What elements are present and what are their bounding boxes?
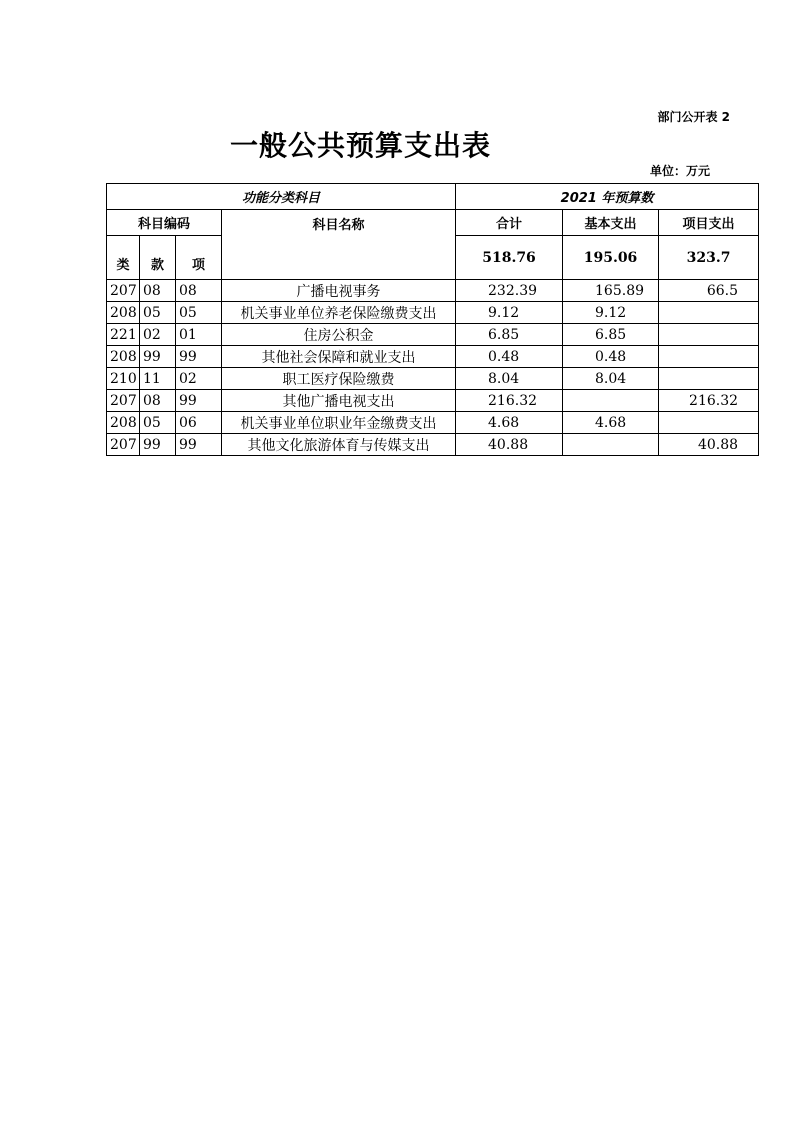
subject-name: 机关事业单位养老保险缴费支出 — [222, 302, 456, 324]
basic-value: 9.12 — [563, 302, 659, 324]
header-functional-category: 功能分类科目 — [107, 184, 456, 210]
item-code: 06 — [176, 412, 222, 434]
kuan-code: 08 — [140, 390, 176, 412]
kuan-code: 11 — [140, 368, 176, 390]
total-value: 216.32 — [456, 390, 563, 412]
subject-name: 机关事业单位职业年金缴费支出 — [222, 412, 456, 434]
total-value: 0.48 — [456, 346, 563, 368]
basic-value: 8.04 — [563, 368, 659, 390]
table-row — [107, 324, 759, 346]
total-value: 9.12 — [456, 302, 563, 324]
project-value: 40.88 — [659, 434, 759, 456]
basic-value: 4.68 — [563, 412, 659, 434]
header-class: 类 — [107, 236, 140, 280]
basic-value: 165.89 — [563, 280, 659, 302]
header-budget-year: 2021 年预算数 — [456, 184, 759, 210]
subject-name: 住房公积金 — [222, 324, 456, 346]
class-code: 207 — [107, 280, 140, 302]
total-value: 8.04 — [456, 368, 563, 390]
table-row — [107, 434, 759, 456]
item-code: 99 — [176, 390, 222, 412]
basic-value: 0.48 — [563, 346, 659, 368]
table-row — [107, 302, 759, 324]
total-value: 232.39 — [456, 280, 563, 302]
header-item: 项 — [176, 236, 222, 280]
basic-sum: 195.06 — [563, 236, 659, 280]
basic-value: 6.85 — [563, 324, 659, 346]
header-project: 项目支出 — [659, 210, 759, 236]
project-value — [659, 368, 759, 390]
class-code: 208 — [107, 346, 140, 368]
header-kuan: 款 — [140, 236, 176, 280]
project-value — [659, 302, 759, 324]
subject-name: 职工医疗保险缴费 — [222, 368, 456, 390]
kuan-code: 08 — [140, 280, 176, 302]
unit-label: 单位：万元 — [649, 164, 710, 178]
budget-table — [106, 183, 759, 456]
item-code: 02 — [176, 368, 222, 390]
table-row — [107, 390, 759, 412]
subject-name: 其他广播电视支出 — [222, 390, 456, 412]
project-value: 66.5 — [659, 280, 759, 302]
table-row — [107, 368, 759, 390]
subject-name: 其他文化旅游体育与传媒支出 — [222, 434, 456, 456]
header-basic: 基本支出 — [563, 210, 659, 236]
basic-value — [563, 390, 659, 412]
header-subject-code: 科目编码 — [107, 210, 222, 236]
item-code: 05 — [176, 302, 222, 324]
subject-name: 广播电视事务 — [222, 280, 456, 302]
subject-name: 其他社会保障和就业支出 — [222, 346, 456, 368]
table-row — [107, 280, 759, 302]
class-code: 210 — [107, 368, 140, 390]
header-subject-name: 科目名称 — [222, 210, 456, 280]
project-value — [659, 324, 759, 346]
item-code: 01 — [176, 324, 222, 346]
basic-value — [563, 434, 659, 456]
total-value: 6.85 — [456, 324, 563, 346]
kuan-code: 99 — [140, 434, 176, 456]
total-value: 40.88 — [456, 434, 563, 456]
kuan-code: 99 — [140, 346, 176, 368]
class-code: 221 — [107, 324, 140, 346]
header-total: 合计 — [456, 210, 563, 236]
project-value: 216.32 — [659, 390, 759, 412]
form-number: 部门公开表 2 — [657, 110, 730, 124]
project-value — [659, 346, 759, 368]
kuan-code: 05 — [140, 302, 176, 324]
table-row — [107, 346, 759, 368]
project-value — [659, 412, 759, 434]
page-title: 一般公共预算支出表 — [230, 129, 492, 162]
total-value: 4.68 — [456, 412, 563, 434]
total-sum: 518.76 — [456, 236, 563, 280]
kuan-code: 05 — [140, 412, 176, 434]
table-row — [107, 412, 759, 434]
class-code: 207 — [107, 390, 140, 412]
item-code: 08 — [176, 280, 222, 302]
project-sum: 323.7 — [659, 236, 759, 280]
class-code: 207 — [107, 434, 140, 456]
class-code: 208 — [107, 302, 140, 324]
class-code: 208 — [107, 412, 140, 434]
item-code: 99 — [176, 346, 222, 368]
kuan-code: 02 — [140, 324, 176, 346]
item-code: 99 — [176, 434, 222, 456]
